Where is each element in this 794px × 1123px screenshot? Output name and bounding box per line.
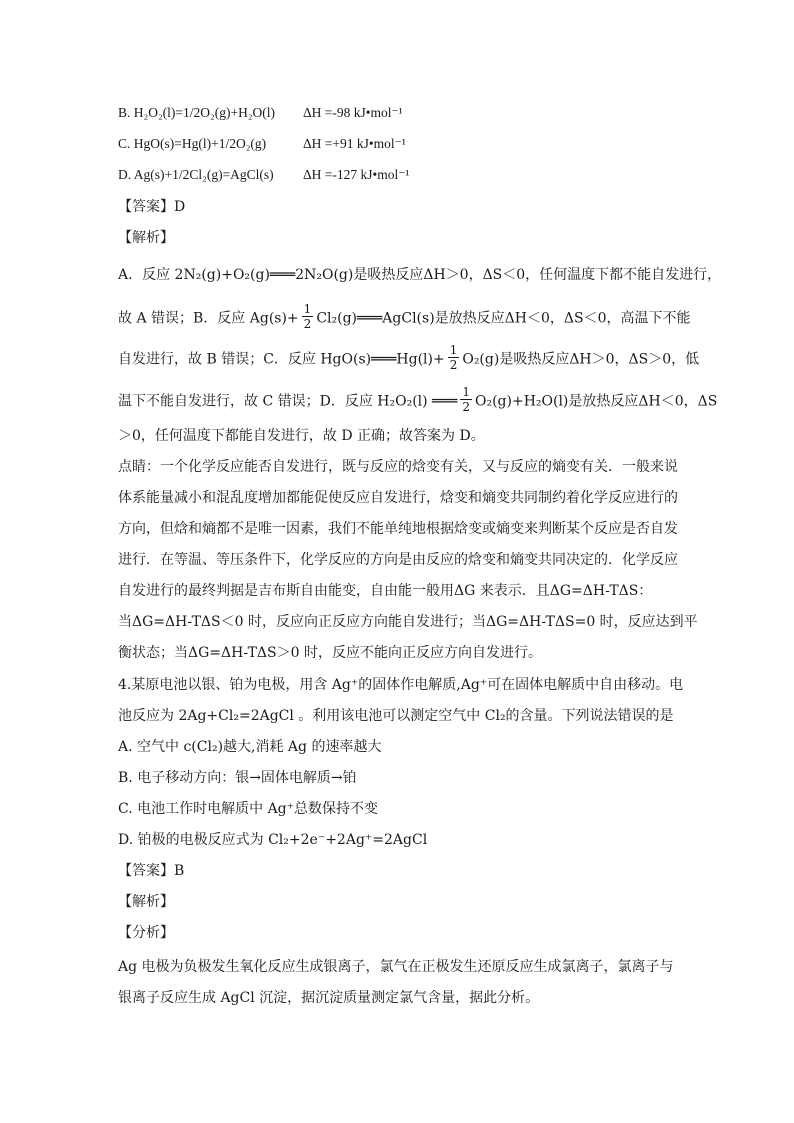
q3-line-4-part-a: 温下不能自发进行，故 C 错误；D．反应 H₂O₂(l) ═══ — [118, 393, 458, 410]
fraction-half — [460, 385, 472, 414]
q3-line-2-part-a: 故 A 错误；B．反应 Ag(s)+ — [118, 310, 299, 327]
option-d-equation: D. Ag(s)+1/2Cl₂(g)=AgCl(s) — [118, 167, 274, 182]
option-c-enthalpy: ΔH =+91 kJ•mol⁻¹ — [303, 136, 406, 151]
q3-analysis-line-3 — [118, 343, 700, 374]
q4-analysis-label: 【解析】 — [118, 894, 174, 910]
fraction-numerator: 1 — [462, 385, 470, 399]
q3-analysis-line-5: ＞0，任何温度下都能自发进行，故 D 正确；故答案为 D。 — [118, 428, 485, 444]
fraction-denominator: 2 — [449, 358, 458, 372]
q4-fenxi-line: 银离子反应生成 AgCl 沉淀，据沉淀质量测定氯气含量，据此分析。 — [118, 990, 540, 1006]
q3-line-2-part-b: Cl₂(g)═══AgCl(s)是放热反应ΔH＜0，ΔS＜0，高温下不能 — [316, 310, 691, 327]
q3-line-3-part-b: O₂(g)是吸热反应ΔH＞0，ΔS＞0，低 — [462, 351, 700, 368]
fraction-numerator: 1 — [303, 302, 312, 316]
fraction-half — [448, 343, 460, 372]
remark-line: 点睛：一个化学反应能否自发进行，既与反应的焓变有关，又与反应的熵变有关．一般来说 — [118, 459, 678, 475]
q3-answer: 【答案】D — [118, 199, 186, 215]
option-d-enthalpy: ΔH =-127 kJ•mol⁻¹ — [303, 167, 410, 182]
fraction-denominator: 2 — [462, 400, 470, 414]
q4-choice-c: C. 电池工作时电解质中 Ag⁺总数保持不变 — [118, 801, 379, 817]
fraction-half — [302, 302, 314, 331]
q4-choice-a: A. 空气中 c(Cl₂)越大,消耗 Ag 的速率越大 — [118, 739, 382, 755]
q3-line-4-part-b: O₂(g)+H₂O(l)是放热反应ΔH＜0，ΔS — [474, 393, 718, 410]
option-c — [118, 134, 678, 154]
remark-line: 当ΔG=ΔH-TΔS＜0 时，反应向正反应方向能自发进行；当ΔG=ΔH-TΔS=0 时，反应达到平 — [118, 614, 698, 630]
q3-analysis-line-2 — [118, 302, 691, 333]
q4-choice-b: B. 电子移动方向：银→固体电解质→铂 — [118, 770, 357, 786]
q3-line-3-part-a: 自发进行，故 B 错误；C．反应 HgO(s)═══Hg(l)+ — [118, 351, 445, 368]
q4-choice-d: D. 铂极的电极反应式为 Cl₂+2e⁻+2Ag⁺=2AgCl — [118, 832, 428, 848]
remark-line: 衡状态；当ΔG=ΔH-TΔS＞0 时，反应不能向正反应方向自发进行。 — [118, 645, 542, 661]
q3-analysis-line-4 — [118, 385, 718, 416]
remark-line: 方向，但焓和熵都不是唯一因素，我们不能单纯地根据焓变或熵变来判断某个反应是否自发 — [118, 521, 678, 537]
option-b-equation: B. H₂O₂(l)=1/2O₂(g)+H₂O(l) — [118, 105, 276, 120]
option-c-equation: C. HgO(s)=Hg(l)+1/2O₂(g) — [118, 136, 267, 151]
option-d — [118, 165, 678, 185]
remark-line: 体系能量减小和混乱度增加都能促使反应自发进行，焓变和熵变共同制约着化学反应进行的 — [118, 490, 678, 506]
q4-fenxi-line: Ag 电极为负极发生氧化反应生成银离子，氯气在正极发生还原反应生成氯离子，氯离子与 — [118, 959, 674, 975]
q4-answer: 【答案】B — [118, 863, 185, 879]
q3-analysis-label: 【解析】 — [118, 230, 174, 246]
q4-stem-line: 4.某原电池以银、铂为电极，用含 Ag⁺的固体作电解质,Ag⁺可在固体电解质中自由移动。电 — [118, 677, 684, 693]
fraction-numerator: 1 — [449, 343, 458, 357]
fraction-denominator: 2 — [303, 317, 312, 331]
option-b — [118, 103, 678, 123]
q4-stem-line: 池反应为 2Ag+Cl₂=2AgCl 。利用该电池可以测定空气中 Cl₂的含量。下列说法错误的是 — [118, 708, 674, 724]
q4-fenxi-label: 【分析】 — [118, 925, 174, 941]
remark-line: 进行．在等温、等压条件下，化学反应的方向是由反应的焓变和熵变共同决定的．化学反应 — [118, 552, 678, 568]
remark-line: 自发进行的最终判据是吉布斯自由能变，自由能一般用ΔG 来表示．且ΔG=ΔH-TΔS： — [118, 583, 653, 599]
option-b-enthalpy: ΔH =-98 kJ•mol⁻¹ — [303, 105, 403, 120]
q3-analysis-line-1: A．反应 2N₂(g)+O₂(g)═══2N₂O(g)是吸热反应ΔH＞0，ΔS＜0，任何温度下都不能自发进行， — [118, 267, 722, 283]
